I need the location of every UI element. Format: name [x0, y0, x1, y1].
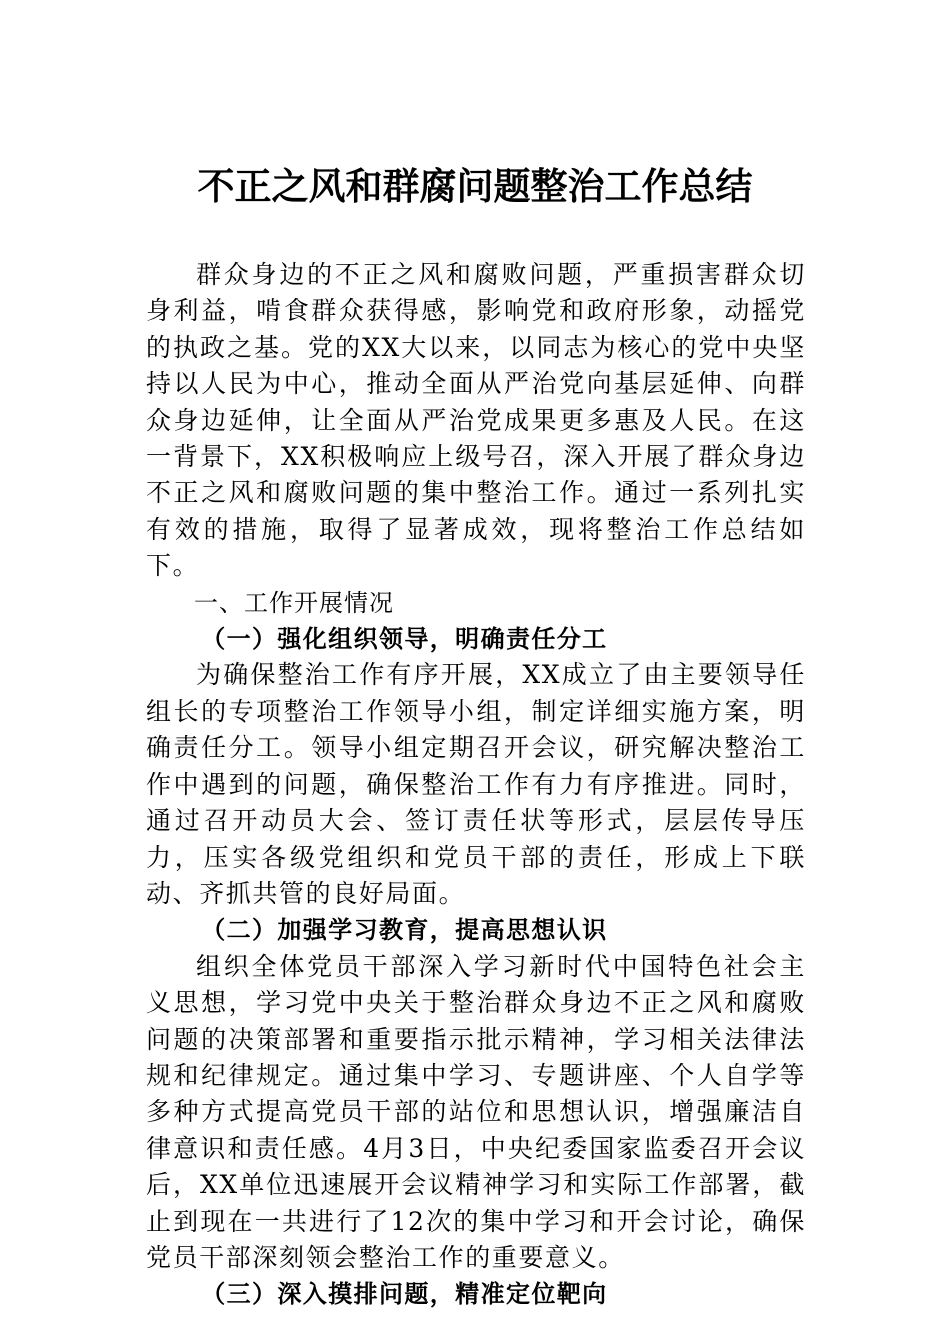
paragraph-2: 组织全体党员干部深入学习新时代中国特色社会主义思想，学习党中央关于整治群众身边不正之风和腐败问题的决策部署和重要指示批示精神，学习相关法律法规和纪律规定。通过集中学习、专题讲座、个人自学等多种方式提高党员干部的站位和思想认识，增强廉洁自律意识和责任感。4月3日，中央纪委国家监委召开会议后，XX单位迅速展开会议精神学习和实际工作部署，截止到现在一共进行了12次的集中学习和开会讨论，确保党员干部深刻领会整治工作的重要意义。 [146, 951, 806, 1272]
paragraph-1: 为确保整治工作有序开展，XX成立了由主要领导任组长的专项整治工作领导小组，制定详细实施方案，明确责任分工。领导小组定期召开会议，研究解决整治工作中遇到的问题，确保整治工作有力有序推进。同时，通过召开动员大会、签订责任状等形式，层层传导压力，压实各级党组织和党员干部的责任，形成上下联动、齐抓共管的良好局面。 [146, 660, 806, 908]
document-body [146, 257, 806, 1313]
subsection-heading-3: （三）深入摸排问题，精准定位靶向 [201, 1279, 608, 1309]
subsection-heading-2: （二）加强学习教育，提高思想认识 [201, 915, 608, 945]
subsection-heading-1: （一）强化组织领导，明确责任分工 [201, 624, 608, 654]
intro-paragraph: 群众身边的不正之风和腐败问题，严重损害群众切身利益，啃食群众获得感，影响党和政府形象，动摇党的执政之基。党的XX大以来，以同志为核心的党中央坚持以人民为中心，推动全面从严治党向基层延伸、向群众身边延伸，让全面从严治党成果更多惠及人民。在这一背景下，XX积极响应上级号召，深入开展了群众身边不正之风和腐败问题的集中整治工作。通过一系列扎实有效的措施，取得了显著成效，现将整治工作总结如下。 [146, 260, 806, 581]
document-title: 不正之风和群腐问题整治工作总结 [197, 164, 753, 208]
section-heading-1: 一、工作开展情况 [194, 588, 394, 617]
